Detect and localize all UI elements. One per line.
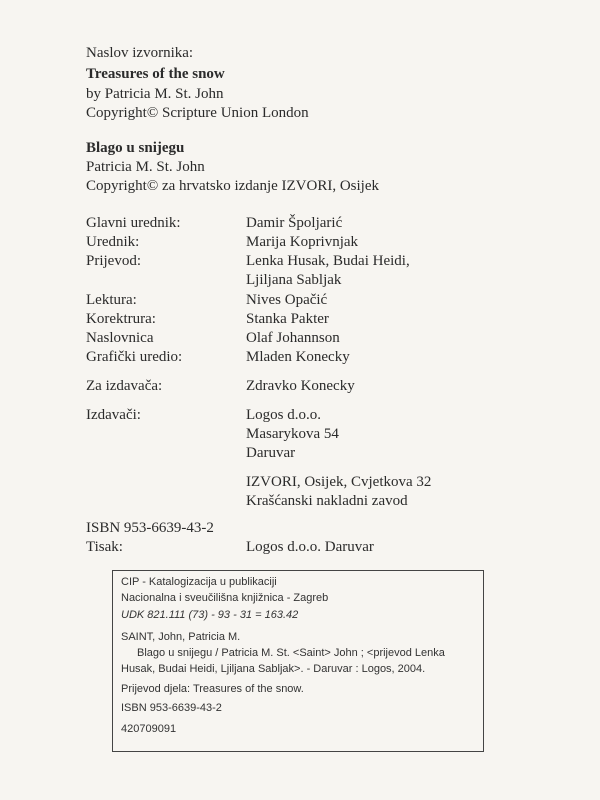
cip-record-box — [112, 570, 484, 752]
credit-value: Logos d.o.o. — [246, 407, 321, 423]
credit-label: Naslovnica — [86, 330, 154, 346]
credit-label: Lektura: — [86, 292, 137, 308]
cip-author: SAINT, John, Patricia M. — [121, 631, 241, 643]
cip-line: CIP - Katalogizacija u publikaciji — [121, 576, 277, 588]
credit-value: Zdravko Konecky — [246, 378, 355, 394]
credit-value: Krašćanski nakladni zavod — [246, 493, 408, 509]
credit-value: Daruvar — [246, 445, 296, 461]
original-author: by Patricia M. St. John — [86, 86, 224, 102]
credit-value: IZVORI, Osijek, Cvjetkova 32 — [246, 474, 432, 490]
credit-value: Mladen Konecky — [246, 349, 350, 365]
croatian-copyright: Copyright© za hrvatsko izdanje IZVORI, Osijek — [86, 178, 379, 194]
credit-label: Urednik: — [86, 234, 140, 250]
original-copyright: Copyright© Scripture Union London — [86, 105, 309, 121]
cip-isbn: ISBN 953-6639-43-2 — [121, 702, 222, 714]
credit-label: Glavni urednik: — [86, 215, 181, 231]
cip-description: Husak, Budai Heidi, Ljiljana Sabljak>. - Daruvar : Logos, 2004. — [121, 663, 426, 675]
credit-value: Stanka Pakter — [246, 311, 329, 327]
credit-value: Olaf Johannson — [246, 330, 340, 346]
credit-label: Prijevod: — [86, 253, 141, 269]
cip-number: 420709091 — [121, 723, 177, 735]
credit-label: Izdavači: — [86, 407, 141, 423]
credit-value: Lenka Husak, Budai Heidi, — [246, 253, 410, 269]
croatian-author: Patricia M. St. John — [86, 159, 205, 175]
credit-label: Grafički uredio: — [86, 349, 183, 365]
print-label: Tisak: — [86, 539, 123, 555]
credit-value: Damir Špoljarić — [246, 215, 343, 231]
credit-label: Korektrura: — [86, 311, 156, 327]
croatian-title: Blago u snijegu — [86, 140, 185, 156]
original-title-heading: Naslov izvornika: — [86, 45, 194, 61]
credit-value: Ljiljana Sabljak — [246, 272, 342, 288]
credit-value: Marija Koprivnjak — [246, 234, 359, 250]
credit-value: Nives Opačić — [246, 292, 328, 308]
original-title: Treasures of the snow — [86, 66, 225, 82]
isbn: ISBN 953-6639-43-2 — [86, 520, 214, 536]
cip-line: Nacionalna i sveučilišna knjižnica - Zagreb — [121, 592, 329, 604]
credit-value: Masarykova 54 — [246, 426, 339, 442]
credit-label: Za izdavača: — [86, 378, 163, 394]
cip-description: Blago u snijegu / Patricia M. St. <Saint> John ; <prijevod Lenka — [137, 647, 445, 659]
print-value: Logos d.o.o. Daruvar — [246, 539, 374, 555]
cip-original-title: Prijevod djela: Treasures of the snow. — [121, 683, 304, 695]
cip-udk: UDK 821.111 (73) - 93 - 31 = 163.42 — [121, 609, 299, 621]
